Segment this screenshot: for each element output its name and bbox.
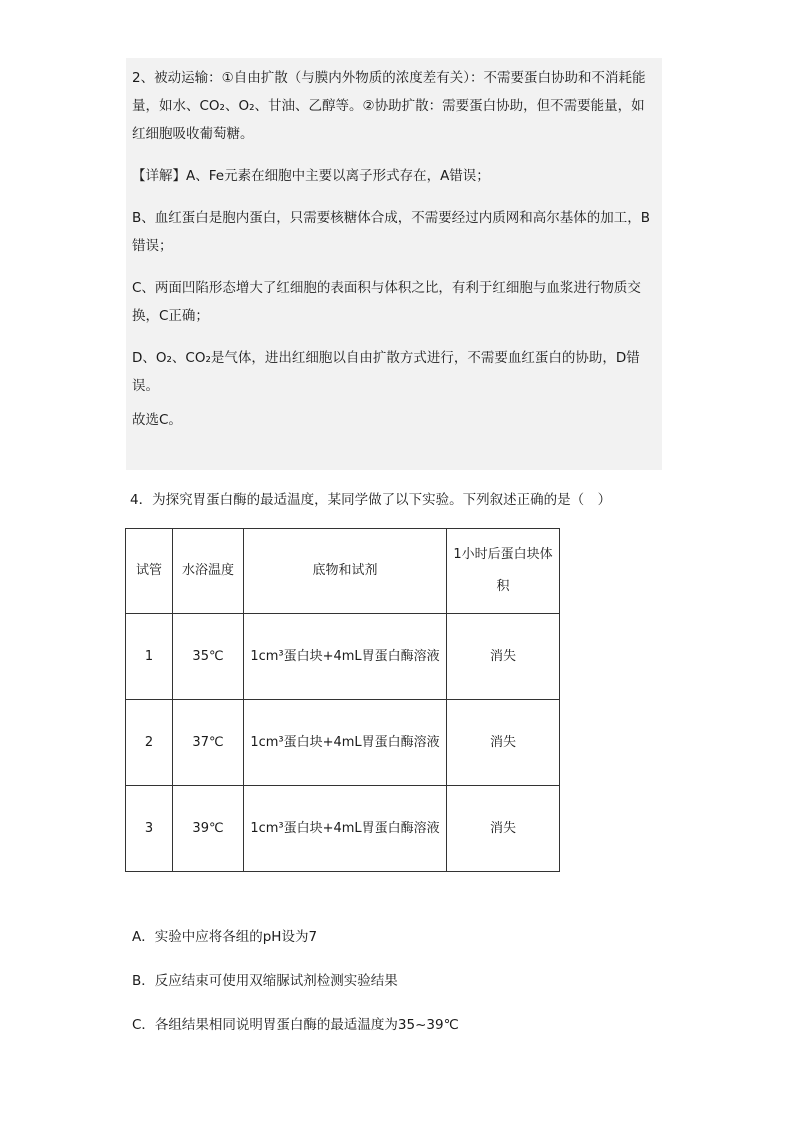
cell-volume: 消失 <box>447 700 560 786</box>
experiment-table <box>125 528 560 872</box>
transport-paragraph: 2、被动运输：①自由扩散（与膜内外物质的浓度差有关）：不需要蛋白协助和不消耗能量，如水、CO₂、O₂、甘油、乙醇等。②协助扩散：需要蛋白协助，但不需要能量，如红细胞吸收葡萄糖。 <box>132 70 646 142</box>
cell-volume: 消失 <box>447 786 560 872</box>
detail-d-paragraph: D、O₂、CO₂是气体，进出红细胞以自由扩散方式进行，不需要血红蛋白的协助，D错误。 <box>132 350 640 394</box>
header-volume: 1小时后蛋白块体积 <box>447 529 560 614</box>
header-tube: 试管 <box>126 529 173 614</box>
cell-temperature: 35℃ <box>173 614 244 700</box>
table-row <box>126 700 560 786</box>
cell-tube: 1 <box>126 614 173 700</box>
cell-tube: 2 <box>126 700 173 786</box>
table-row <box>126 786 560 872</box>
header-temperature: 水浴温度 <box>173 529 244 614</box>
table-row <box>126 614 560 700</box>
detail-c-paragraph: C、两面凹陷形态增大了红细胞的表面积与体积之比，有利于红细胞与血浆进行物质交换，C正确； <box>132 280 641 324</box>
header-substrate: 底物和试剂 <box>244 529 447 614</box>
cell-temperature: 39℃ <box>173 786 244 872</box>
option-a: A．实验中应将各组的pH设为7 <box>132 929 318 945</box>
cell-substrate: 1cm³蛋白块+4mL胃蛋白酶溶液 <box>244 700 447 786</box>
option-b: B．反应结束可使用双缩脲试剂检测实验结果 <box>132 973 398 989</box>
cell-substrate: 1cm³蛋白块+4mL胃蛋白酶溶液 <box>244 786 447 872</box>
cell-tube: 3 <box>126 786 173 872</box>
answer-paragraph: 故选C。 <box>132 412 182 428</box>
cell-volume: 消失 <box>447 614 560 700</box>
table-header-row <box>126 529 560 614</box>
option-c: C．各组结果相同说明胃蛋白酶的最适温度为35~39℃ <box>132 1017 459 1033</box>
question-title: 4．为探究胃蛋白酶的最适温度，某同学做了以下实验。下列叙述正确的是（ ） <box>130 492 612 508</box>
cell-temperature: 37℃ <box>173 700 244 786</box>
cell-substrate: 1cm³蛋白块+4mL胃蛋白酶溶液 <box>244 614 447 700</box>
explanation-block <box>126 58 662 470</box>
detail-b-paragraph: B、血红蛋白是胞内蛋白，只需要核糖体合成，不需要经过内质网和高尔基体的加工，B错误； <box>132 210 651 254</box>
detail-a-paragraph: 【详解】A、Fe元素在细胞中主要以离子形式存在，A错误； <box>132 168 490 184</box>
